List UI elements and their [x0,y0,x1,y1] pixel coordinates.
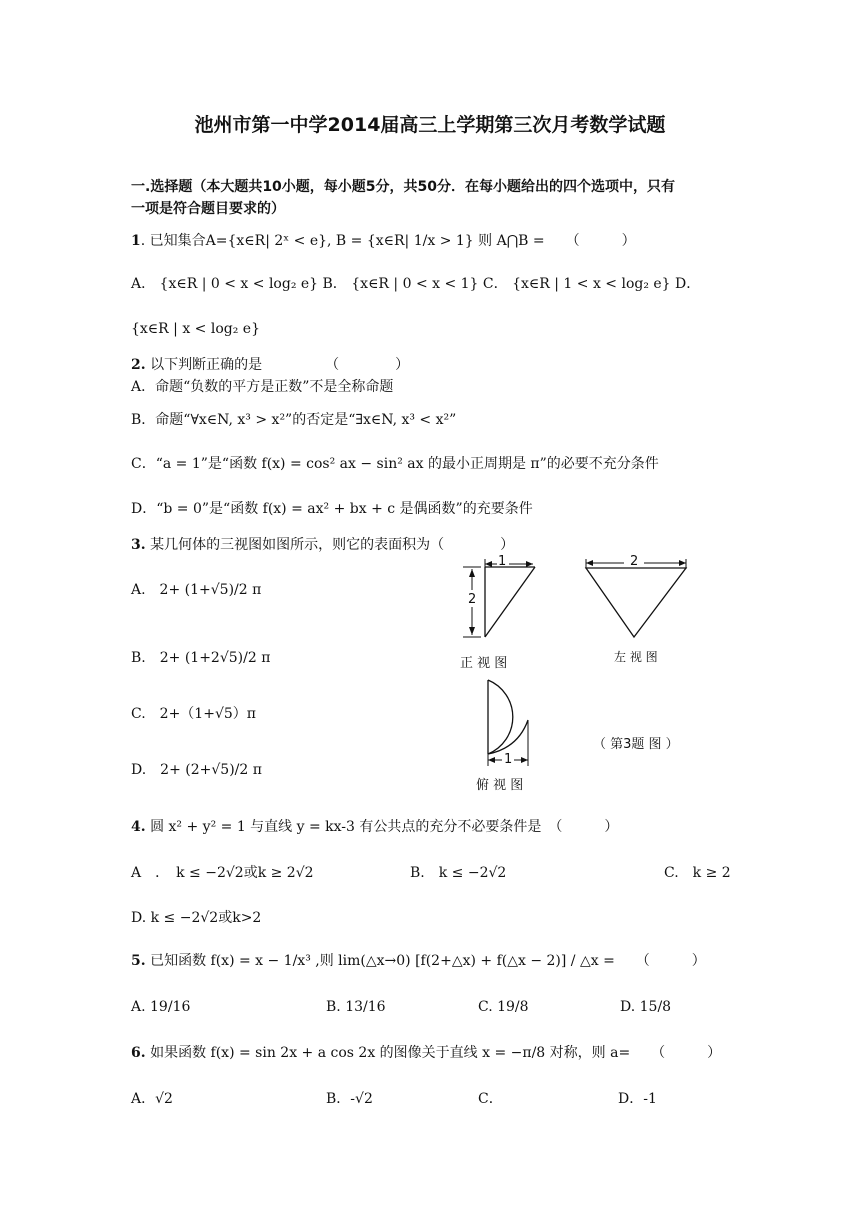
q5-option-a: A. 19/16 [131,999,191,1015]
figure-caption: （ 第3题 图 ） [593,737,679,752]
q2-number: 2. [131,357,146,373]
front-view-figure [455,555,555,645]
q3-number: 3. [131,537,146,553]
top-view-label: 俯 视 图 [476,778,524,793]
q1-number: 1 [131,233,141,249]
q1-stem [131,232,636,250]
q3-option-b: B. 2+ (1+2√5)/2 π [131,650,271,666]
q6-stem-text: 如果函数 f(x) = sin 2x + a cos 2x 的图像关于直线 x = −π/8 对称，则 a= （ ） [145,1045,722,1061]
q4-option-d: D. k ≤ −2√2或k>2 [131,910,262,926]
q2-option-c: C．“a = 1”是“函数 f(x) = cos² ax − sin² ax 的最小正周期是 π”的必要不充分条件 [131,456,659,472]
q3-option-d: D. 2+ (2+√5)/2 π [131,762,262,778]
q1-stem-text: . 已知集合A={x∈R| 2ˣ < e}, B = {x∈R| 1/x > 1} 则 A⋂B = （ ） [140,233,636,249]
q4-number: 4. [131,819,146,835]
q2-stem [131,356,409,374]
section-header-line2: 一项是符合题目要求的） [131,201,285,217]
q1-option-d: {x∈R | x < log₂ e} [131,321,260,337]
q5-stem-text: 已知函数 f(x) = x − 1/x³ ,则 lim(△x→0) [f(2+△x) + f(△x − 2)] / △x = （ ） [145,953,706,969]
q6-option-d: D．-1 [618,1091,657,1107]
q6-stem [131,1044,721,1062]
top-view-figure [478,676,538,768]
q3-stem [131,536,514,554]
q5-option-d: D. 15/8 [620,999,672,1015]
page-title: 池州市第一中学2014届高三上学期第三次月考数学试题 [194,114,666,136]
front-width-dim: 1 [498,554,507,569]
side-view-figure [582,555,692,640]
q5-option-b: B. 13/16 [326,999,386,1015]
q4-option-c: C. k ≥ 2 [664,865,731,881]
q6-number: 6. [131,1045,146,1061]
q5-option-c: C. 19/8 [478,999,529,1015]
q3-option-c: C. 2+（1+√5）π [131,706,256,722]
front-height-dim: 2 [468,592,477,607]
q2-stem-text: 以下判断正确的是 （ ） [145,357,410,373]
q4-option-a: A ． k ≤ −2√2或k ≥ 2√2 [131,865,314,881]
side-view-label: 左 视 图 [614,650,658,664]
q6-option-b: B．-√2 [326,1091,373,1107]
q6-option-a: A．√2 [131,1091,173,1107]
q4-stem-text: 圆 x² + y² = 1 与直线 y = kx-3 有公共点的充分不必要条件是 （ ） [145,819,619,835]
front-view-label: 正 视 图 [460,656,508,671]
side-width-dim: 2 [630,554,639,569]
q1-options: A． {x∈R | 0 < x < log₂ e} B． {x∈R | 0 < x < 1} C． {x∈R | 1 < x < log₂ e} D． [131,276,701,292]
q3-stem-text: 某几何体的三视图如图所示，则它的表面积为（ ） [145,537,515,553]
q6-option-c: C． [478,1091,503,1107]
q5-stem [131,952,706,970]
section-header-line1: 一.选择题（本大题共10小题，每小题5分，共50分．在每小题给出的四个选项中，只有 [131,179,676,195]
q2-option-b: B．命题“∀x∈N, x³ > x²”的否定是“∃x∈N, x³ < x²” [131,412,457,428]
q3-option-a: A. 2+ (1+√5)/2 π [131,582,262,598]
q5-number: 5. [131,953,146,969]
q2-option-d: D．“b = 0”是“函数 f(x) = ax² + bx + c 是偶函数”的充要条件 [131,501,533,517]
top-width-dim: 1 [504,752,513,767]
q4-option-b: B. k ≤ −2√2 [410,865,507,881]
q4-stem [131,818,618,836]
q2-option-a: A．命题“负数的平方是正数”不是全称命题 [131,379,394,395]
